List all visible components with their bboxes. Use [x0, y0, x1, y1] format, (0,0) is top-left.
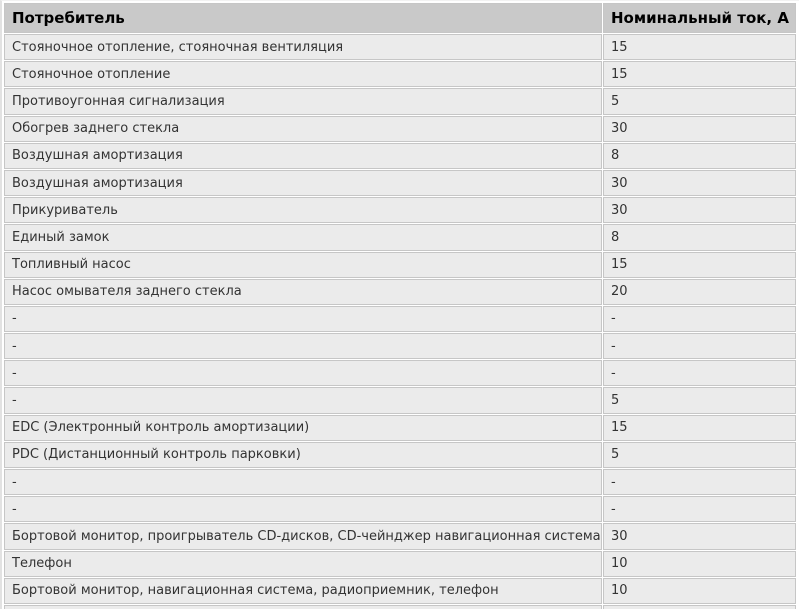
consumer-cell: Бортовой монитор, навигационная система, радиоприемник, телефон	[5, 579, 601, 603]
current-cell: 30	[604, 117, 795, 141]
consumer-cell: -	[5, 388, 601, 412]
table-row	[5, 443, 795, 467]
consumer-cell: Насос омывателя заднего стекла	[5, 280, 601, 304]
table-row	[5, 198, 795, 222]
table-row	[5, 361, 795, 385]
current-cell: 5	[604, 89, 795, 113]
consumer-cell: Обогрев заднего стекла	[5, 117, 601, 141]
current-cell: 10	[604, 552, 795, 576]
table-row	[5, 225, 795, 249]
table-row	[5, 388, 795, 412]
current-cell: 8	[604, 225, 795, 249]
table-row	[5, 579, 795, 603]
consumer-cell: Прикуриватель	[5, 198, 601, 222]
current-cell: 30	[604, 198, 795, 222]
current-cell: -	[604, 497, 795, 521]
consumer-cell: Телефон	[5, 552, 601, 576]
table-header-row	[5, 4, 795, 32]
consumer-cell: Единый замок	[5, 225, 601, 249]
fuse-consumer-table	[5, 4, 795, 609]
current-cell: 15	[604, 416, 795, 440]
current-cell: 30	[604, 524, 795, 548]
consumer-cell: Воздушная амортизация	[5, 171, 601, 195]
table-row	[5, 280, 795, 304]
table-row	[5, 35, 795, 59]
table-row	[5, 62, 795, 86]
consumer-cell: Бортовой монитор, проигрыватель CD-дисков, CD-чейнджер навигационная система	[5, 524, 601, 548]
consumer-cell: Противоугонная сигнализация	[5, 89, 601, 113]
current-cell: 15	[604, 62, 795, 86]
current-cell: 30	[604, 171, 795, 195]
current-cell: 5	[604, 388, 795, 412]
table-row	[5, 117, 795, 141]
current-cell: -	[604, 334, 795, 358]
table-row	[5, 307, 795, 331]
consumer-cell: Стояночное отопление	[5, 62, 601, 86]
consumer-cell: -	[5, 497, 601, 521]
consumer-cell: -	[5, 334, 601, 358]
table-row	[5, 470, 795, 494]
table-row	[5, 144, 795, 168]
consumer-cell: -	[5, 307, 601, 331]
table-row	[5, 416, 795, 440]
consumer-cell: -	[5, 470, 601, 494]
current-cell: 15	[604, 35, 795, 59]
consumer-cell: Топливный насос	[5, 253, 601, 277]
current-cell: -	[604, 307, 795, 331]
current-cell: -	[604, 470, 795, 494]
consumer-cell: EDC (Электронный контроль амортизации)	[5, 416, 601, 440]
column-header-nominal-current: Номинальный ток, А	[604, 4, 795, 32]
current-cell: 10	[604, 579, 795, 603]
consumer-cell: -	[5, 361, 601, 385]
current-cell: 15	[604, 253, 795, 277]
table-row	[5, 334, 795, 358]
table-row	[5, 171, 795, 195]
table-row	[5, 253, 795, 277]
table-row	[5, 89, 795, 113]
current-cell: 8	[604, 144, 795, 168]
current-cell: 20	[604, 280, 795, 304]
column-header-consumer: Потребитель	[5, 4, 601, 32]
consumer-cell: Стояночное отопление, стояночная вентиляция	[5, 35, 601, 59]
table-row	[5, 552, 795, 576]
current-cell: -	[604, 361, 795, 385]
table-row	[5, 524, 795, 548]
consumer-cell: Воздушная амортизация	[5, 144, 601, 168]
current-cell: 5	[604, 443, 795, 467]
consumer-cell: PDC (Дистанционный контроль парковки)	[5, 443, 601, 467]
table-row	[5, 497, 795, 521]
